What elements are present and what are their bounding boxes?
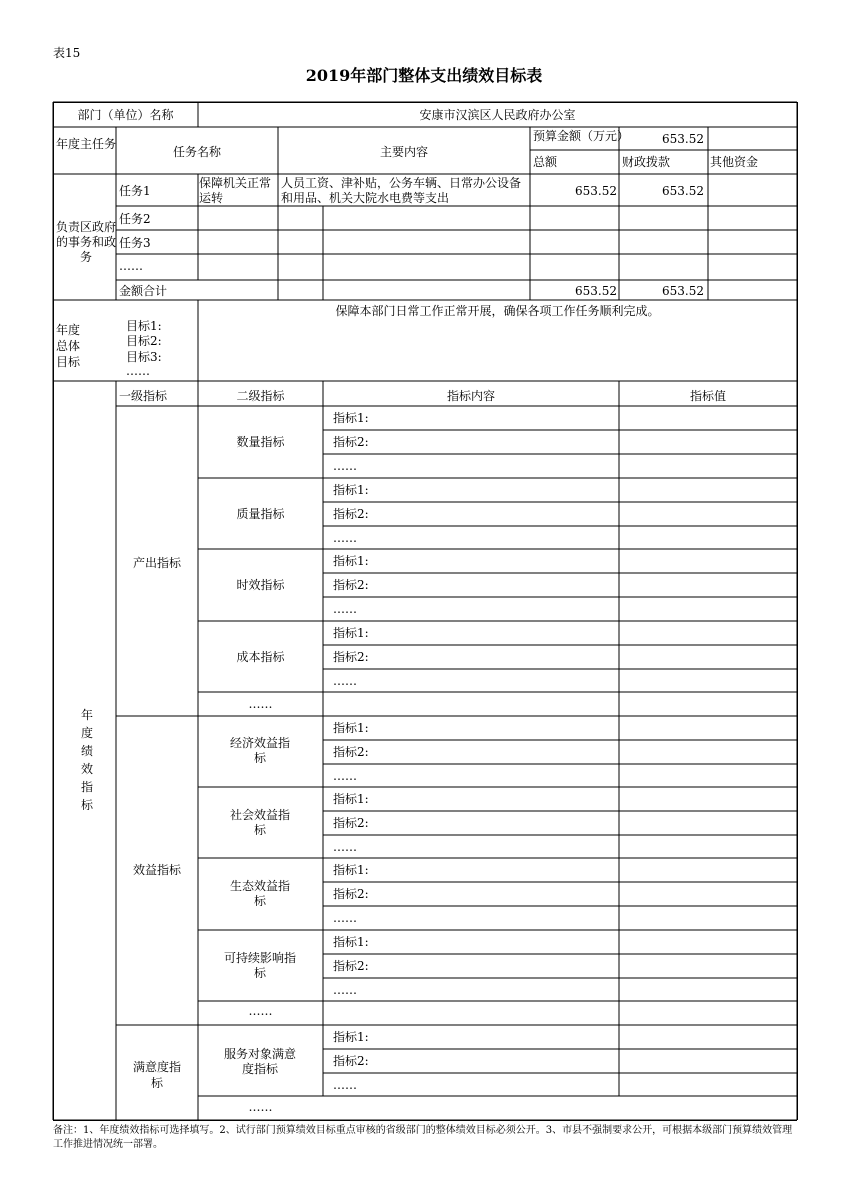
indicator-ellipsis: ……	[333, 769, 357, 783]
budget-label: 预算金额（万元）	[533, 129, 630, 143]
economic-indicator: 经济效益指标	[229, 736, 290, 765]
year-task-header: 年度主任务	[56, 137, 117, 151]
fiscal-header: 财政拨款	[622, 155, 671, 169]
sheet-label: 表15	[53, 46, 81, 60]
sum-label: 金额合计	[119, 284, 168, 298]
task-label: 任务3	[119, 236, 151, 250]
task-total: 653.52	[575, 184, 617, 198]
output-ellipsis: ……	[248, 697, 273, 711]
footnote: 备注：1、年度绩效指标可选择填写。2、试行部门预算绩效目标重点审核的省级部门的整体绩效目标必须公开。3、市县不强制要求公开，可根据本级部门预算绩效管理工作推进情况统一部署。	[53, 1125, 793, 1150]
indicator-ellipsis: ……	[333, 674, 357, 688]
annual-target: ……	[126, 364, 150, 378]
dept-value: 安康市汉滨区人民政府办公室	[419, 108, 576, 122]
service-indicator: 服务对象满意度指标	[223, 1047, 296, 1076]
quality-indicator: 质量指标	[236, 507, 285, 521]
satisfaction-ellipsis: ……	[248, 1100, 273, 1114]
perf-col-level2: 二级指标	[236, 389, 285, 403]
task-name-header: 任务名称	[172, 145, 221, 159]
main-content-header: 主要内容	[379, 145, 428, 159]
indicator-1-label: 指标1:	[333, 935, 369, 949]
indicator-2-label: 指标2:	[333, 578, 369, 592]
indicator-ellipsis: ……	[333, 602, 357, 616]
annual-target: 目标2:	[126, 334, 162, 348]
task-name: 保障机关正常运转	[199, 176, 272, 205]
annual-goal-text: 保障本部门日常工作正常开展，确保各项工作任务顺利完成。	[335, 304, 660, 318]
indicator-2-label: 指标2:	[333, 887, 369, 901]
indicator-1-label: 指标1:	[333, 863, 369, 877]
indicator-ellipsis: ……	[333, 983, 357, 997]
indicator-2-label: 指标2:	[333, 816, 369, 830]
satisfaction-indicator: 满意度指标	[132, 1060, 181, 1090]
perf-col-value: 指标值	[689, 389, 726, 403]
indicator-2-label: 指标2:	[333, 959, 369, 973]
social-indicator: 社会效益指标	[229, 808, 290, 837]
indicator-2-label: 指标2:	[333, 1054, 369, 1068]
budget-value: 653.52	[662, 132, 704, 146]
annual-target: 目标1:	[126, 319, 162, 333]
perf-col-level1: 一级指标	[119, 389, 168, 403]
indicator-1-label: 指标1:	[333, 792, 369, 806]
other-header: 其他资金	[710, 155, 759, 169]
benefit-ellipsis: ……	[248, 1004, 273, 1018]
sum-fiscal: 653.52	[662, 284, 704, 298]
indicator-2-label: 指标2:	[333, 507, 369, 521]
indicator-2-label: 指标2:	[333, 650, 369, 664]
indicator-1-label: 指标1:	[333, 411, 369, 425]
quantity-indicator: 数量指标	[236, 435, 285, 449]
output-indicator: 产出指标	[132, 556, 181, 570]
benefit-indicator: 效益指标	[132, 863, 181, 877]
task-label: ……	[119, 259, 143, 273]
indicator-1-label: 指标1:	[333, 483, 369, 497]
annual-target: 目标3:	[126, 350, 162, 364]
total-header: 总额	[533, 155, 558, 169]
indicator-1-label: 指标1:	[333, 554, 369, 568]
indicator-ellipsis: ……	[333, 840, 357, 854]
indicator-2-label: 指标2:	[333, 745, 369, 759]
sustainable-indicator: 可持续影响指标	[223, 951, 296, 980]
indicator-ellipsis: ……	[333, 911, 357, 925]
perf-section-label: 年度绩效指标	[80, 708, 93, 812]
dept-label: 部门（单位）名称	[77, 108, 174, 122]
task-label: 任务2	[119, 212, 151, 226]
indicator-1-label: 指标1:	[333, 721, 369, 735]
indicator-ellipsis: ……	[333, 1078, 357, 1092]
indicator-ellipsis: ……	[333, 531, 357, 545]
page-title: 2019年部门整体支出绩效目标表	[305, 66, 543, 85]
cost-indicator: 成本指标	[236, 650, 285, 664]
duty-section-label: 负责区政府的事务和政务	[56, 220, 117, 264]
task-fiscal: 653.52	[662, 184, 704, 198]
task-label: 任务1	[119, 184, 151, 198]
indicator-1-label: 指标1:	[333, 626, 369, 640]
sum-total: 653.52	[575, 284, 617, 298]
ecological-indicator: 生态效益指标	[229, 879, 290, 908]
perf-col-content: 指标内容	[446, 389, 495, 403]
timeliness-indicator: 时效指标	[236, 578, 285, 592]
annual-goal-label: 年度总体目标	[56, 323, 81, 369]
task-content: 人员工资、津补贴，公务车辆、日常办公设备和用品、机关大院水电费等支出	[281, 176, 522, 205]
indicator-2-label: 指标2:	[333, 435, 369, 449]
indicator-1-label: 指标1:	[333, 1030, 369, 1044]
indicator-ellipsis: ……	[333, 459, 357, 473]
